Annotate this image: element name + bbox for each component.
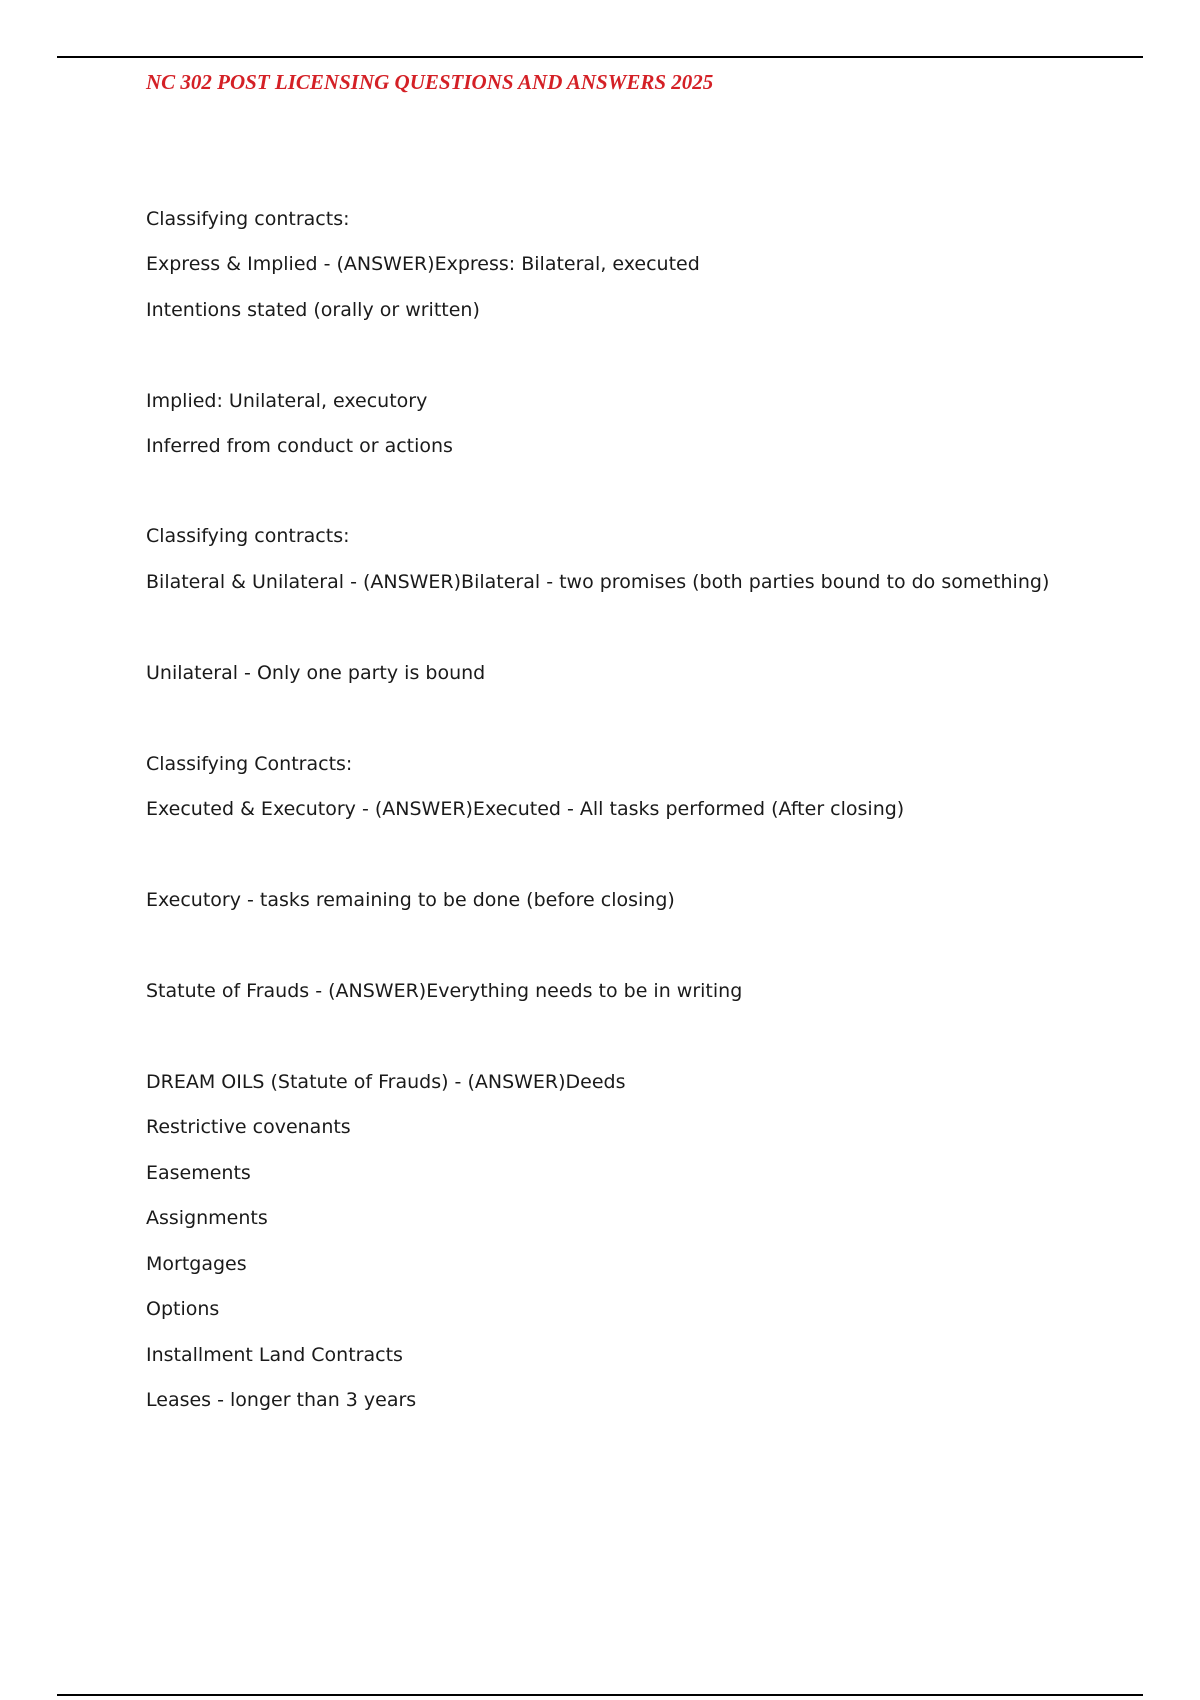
text-line: Classifying contracts: [146, 208, 350, 230]
text-line: Installment Land Contracts [146, 1344, 403, 1366]
text-line: Options [146, 1298, 220, 1320]
text-line: Easements [146, 1162, 251, 1184]
text-line: Implied: Unilateral, executory [146, 390, 428, 412]
text-line: DREAM OILS (Statute of Frauds) - (ANSWER)Deeds [146, 1071, 626, 1093]
text-line: Executory - tasks remaining to be done (before closing) [146, 889, 675, 911]
document-title: NC 302 POST LICENSING QUESTIONS AND ANSWERS 2025 [146, 70, 714, 94]
text-line: Inferred from conduct or actions [146, 435, 453, 457]
text-line: Restrictive covenants [146, 1116, 351, 1138]
text-line: Executed & Executory - (ANSWER)Executed - All tasks performed (After closing) [146, 798, 905, 820]
text-line: Classifying contracts: [146, 525, 350, 547]
text-line: Mortgages [146, 1253, 247, 1275]
bottom-rule [57, 1694, 1143, 1696]
text-line: Statute of Frauds - (ANSWER)Everything needs to be in writing [146, 980, 743, 1002]
text-line: Express & Implied - (ANSWER)Express: Bilateral, executed [146, 253, 700, 275]
text-line: Assignments [146, 1207, 268, 1229]
text-line: Leases - longer than 3 years [146, 1389, 417, 1411]
top-rule [57, 56, 1143, 58]
text-line: Unilateral - Only one party is bound [146, 662, 486, 684]
text-line: Bilateral & Unilateral - (ANSWER)Bilateral - two promises (both parties bound to do something) [146, 571, 1050, 593]
text-line: Intentions stated (orally or written) [146, 299, 480, 321]
text-line: Classifying Contracts: [146, 753, 353, 775]
